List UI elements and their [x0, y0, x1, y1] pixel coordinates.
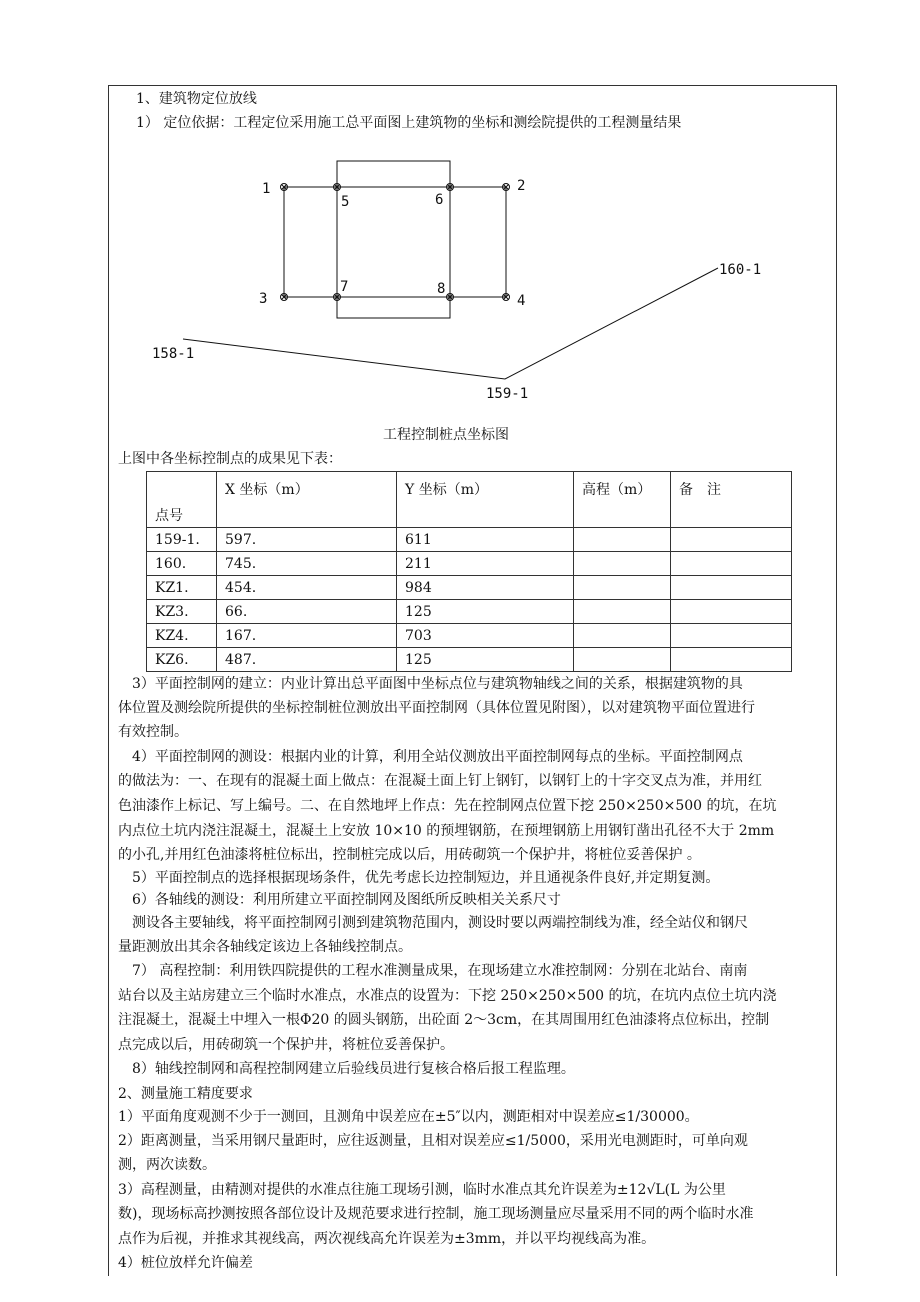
- paragraph-line: 7） 高程控制：利用铁四院提供的工程水准测量成果，在现场建立水准控制网：分别在北站台、南南: [118, 963, 748, 979]
- table-cell: 611: [397, 528, 574, 552]
- control-label-160-1: 160-1: [719, 262, 762, 278]
- point-label-2: 2: [517, 178, 526, 194]
- table-cell: 745.: [217, 552, 397, 576]
- table-cell: 487.: [217, 648, 397, 672]
- point-label-4: 4: [517, 293, 526, 309]
- table-cell: KZ4.: [147, 624, 217, 648]
- paragraph-line: 测，两次读数。: [118, 1157, 216, 1173]
- header-y: Y 坐标（m）: [397, 472, 574, 528]
- table-intro: 上图中各坐标控制点的成果见下表：: [118, 451, 342, 467]
- point-label-5: 5: [341, 194, 350, 210]
- table-cell: 159-1.: [147, 528, 217, 552]
- table-cell: 125: [397, 648, 574, 672]
- paragraph-line: 的做法为：一、在现有的混凝土面上做点：在混凝土面上钉上钢钉，以钢钉上的十字交叉点为准，并用红: [118, 773, 762, 789]
- table-cell: KZ1.: [147, 576, 217, 600]
- point-label-1: 1: [262, 181, 271, 197]
- paragraph-line: 体位置及测绘院所提供的坐标控制桩位测放出平面控制网（具体位置见附图），以对建筑物平面位置进行: [118, 700, 755, 716]
- positioning-basis: 1） 定位依据：工程定位采用施工总平面图上建筑物的坐标和测绘院提供的工程测量结果: [136, 115, 682, 131]
- paragraph-line: 6）各轴线的测设：利用所建立平面控制网及图纸所反映相关关系尺寸: [118, 892, 561, 908]
- paragraph-line: 有效控制。: [118, 724, 188, 740]
- control-label-158-1: 158-1: [152, 346, 195, 362]
- paragraph-line: 4）平面控制网的测设：根据内业的计算，利用全站仪测放出平面控制网每点的坐标。平面控制网点: [118, 749, 743, 765]
- table-cell: 984: [397, 576, 574, 600]
- point-label-7: 7: [340, 279, 349, 295]
- diagram-caption: 工程控制桩点坐标图: [383, 427, 509, 443]
- body-text: [118, 0, 832, 1302]
- paragraph-line: 量距测放出其余各轴线定该边上各轴线控制点。: [118, 939, 412, 955]
- paragraph-line: 站台以及主站房建立三个临时水准点，水准点的设置为：下挖 250×250×500 的坑，在坑内点位土坑内浇: [118, 988, 777, 1004]
- header-elevation: 高程（m）: [574, 472, 671, 528]
- paragraph-line: 点完成以后，用砖砌筑一个保护井，将桩位妥善保护。: [118, 1037, 454, 1053]
- header-x: X 坐标（m）: [217, 472, 397, 528]
- table-cell: 125: [397, 600, 574, 624]
- paragraph-line: 4）桩位放样允许偏差: [118, 1255, 253, 1271]
- paragraph-line: 注混凝土，混凝土中埋入一根Φ20 的圆头钢筋，出砼面 2～3cm，在其周围用红色油漆将点位标出，控制: [118, 1012, 770, 1028]
- table-cell: 66.: [217, 600, 397, 624]
- paragraph-line: 数)，现场标高抄测按照各部位设计及规范要求进行控制，施工现场测量应尽量采用不同的两个临时水准: [118, 1206, 754, 1222]
- table-cell: 703: [397, 624, 574, 648]
- section-title: 1、建筑物定位放线: [136, 91, 257, 107]
- table-cell: KZ6.: [147, 648, 217, 672]
- paragraph-line: 3）高程测量，由精测对提供的水准点往施工现场引测，临时水准点其允许误差为±12√L(L 为公里: [118, 1182, 726, 1198]
- paragraph-line: 5）平面控制点的选择根据现场条件，优先考虑长边控制短边，并且通视条件良好,并定期复测。: [118, 870, 720, 886]
- paragraph-line: 内点位土坑内浇注混凝土，混凝土上安放 10×10 的预埋钢筋，在预埋钢筋上用钢钉凿出孔径不大于 2mm: [118, 823, 775, 839]
- header-point-id: 点号: [147, 472, 217, 528]
- paragraph-line: 8）轴线控制网和高程控制网建立后验线员进行复核合格后报工程监理。: [118, 1061, 575, 1077]
- point-label-6: 6: [435, 192, 444, 208]
- paragraph-line: 测设各主要轴线，将平面控制网引测到建筑物范围内，测设时要以两端控制线为准，经全站仪和钢尺: [118, 915, 748, 931]
- paragraph-line: 点作为后视，并推求其视线高，两次视线高允许误差为±3mm，并以平均视线高为准。: [118, 1231, 656, 1247]
- table-cell: 160.: [147, 552, 217, 576]
- table-cell: 167.: [217, 624, 397, 648]
- paragraph-line: 2）距离测量，当采用钢尺量距时，应往返测量，且相对误差应≤1/5000，采用光电测距时，可单向观: [118, 1133, 748, 1149]
- paragraph-line: 3）平面控制网的建立：内业计算出总平面图中坐标点位与建筑物轴线之间的关系，根据建筑物的具: [118, 676, 743, 692]
- control-label-159-1: 159-1: [486, 386, 529, 402]
- paragraph-line: 1）平面角度观测不少于一测回，且测角中误差应在±5″以内，测距相对中误差应≤1/30000。: [118, 1109, 699, 1125]
- paragraph-line: 色油漆作上标记、写上编号。二、在自然地坪上作点：先在控制网点位置下挖 250×250×500 的坑，在坑: [118, 798, 777, 814]
- table-cell: KZ3.: [147, 600, 217, 624]
- point-label-8: 8: [437, 281, 446, 297]
- table-cell: 454.: [217, 576, 397, 600]
- table-cell: 211: [397, 552, 574, 576]
- point-label-3: 3: [259, 291, 268, 307]
- table-cell: 597.: [217, 528, 397, 552]
- header-remarks: 备 注: [671, 472, 792, 528]
- paragraph-line: 2、测量施工精度要求: [118, 1086, 253, 1102]
- paragraph-line: 的小孔,并用红色油漆将桩位标出，控制桩完成以后，用砖砌筑一个保护井，将桩位妥善保护 。: [118, 847, 701, 863]
